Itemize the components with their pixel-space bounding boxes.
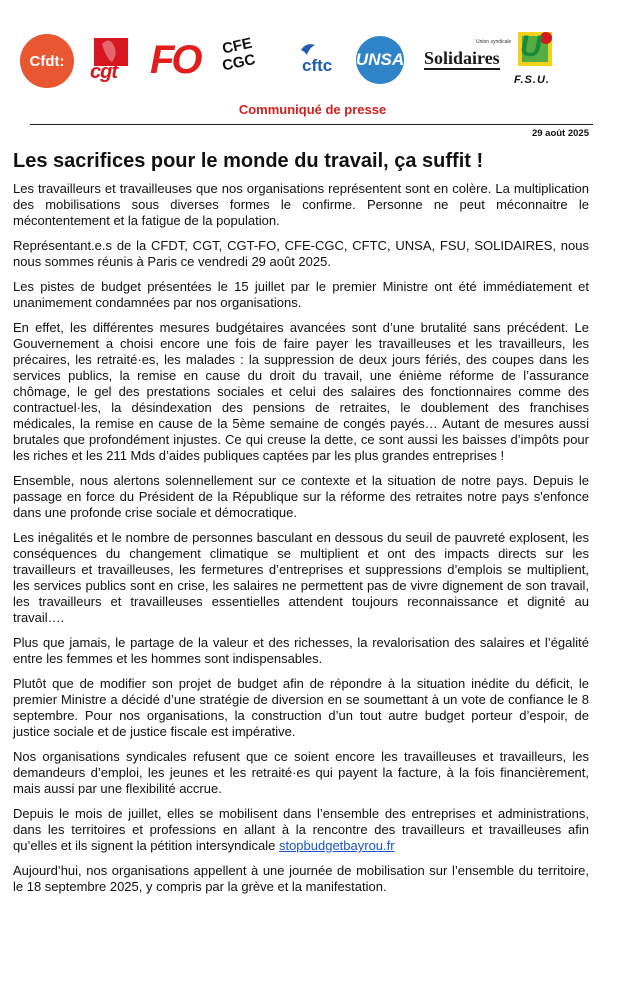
cfdt-logo: Cfdt: (20, 34, 74, 88)
cgt-logo: cgt (88, 36, 132, 86)
paragraph: Nos organisations syndicales refusent que ce soient encore les travailleuses et travailleurs, les demandeurs d’emploi, les jeunes et les retraité·es qui payent la facture, à la fois financièrement, mais aussi par une flexibilité accrue. (13, 749, 589, 796)
cfe-cgc-logo: CFE CGC (220, 34, 257, 75)
paragraph-with-link (13, 806, 589, 854)
paragraph: Les pistes de budget présentées le 15 juillet par le premier Ministre ont été immédiatement et unanimement condamnées par nos organisations. (13, 279, 589, 310)
petition-link[interactable]: stopbudgetbayrou.fr (278, 838, 395, 853)
press-release-body (13, 181, 589, 895)
paragraph: Plutôt que de modifier son projet de budget afin de répondre à la situation inédite du déficit, le premier Ministre a décidé d’une stratégie de diversion en se soumettant à un vote de confiance le 8 septembre. Pour nos organisations, la construction d’un tout autre budget porteur d’espoir, de justice sociale et de justice fiscale est impérative. (13, 676, 589, 739)
cftc-logo: cftc (300, 42, 344, 78)
press-release-label: Communiqué de presse (238, 102, 387, 117)
solidaires-logo: Solidaires (424, 48, 500, 68)
paragraph: Aujourd’hui, nos organisations appellent à une journée de mobilisation sur l’ensemble du territoire, le 18 septembre 2025, y compris par la grève et la manifestation. (13, 863, 589, 894)
fsu-logo: U F.S.U. (512, 30, 560, 86)
page-title: Les sacrifices pour le monde du travail, ça suffit ! (13, 150, 484, 172)
release-date: 29 août 2025 (531, 128, 589, 139)
paragraph-text: Depuis le mois de juillet, elles se mobilisent dans l’ensemble des entreprises et administrations, dans les territoires et professions en allant à la rencontre des travailleurs et travailleuses afin qu’elles et ils signent la pétition intersyndicale (13, 806, 589, 853)
paragraph: Plus que jamais, le partage de la valeur et des richesses, la revalorisation des salaires et l’égalité entre les femmes et les hommes sont indispensables. (13, 635, 589, 666)
paragraph: Les travailleurs et travailleuses que nos organisations représentent sont en colère. La multiplication des mobilisations sous diverses formes le confirme. Personne ne peut méconnaitre le mécontentement et la fatigue de la population. (13, 181, 589, 228)
fo-logo: FO (150, 38, 200, 82)
paragraph: Ensemble, nous alertons solennellement sur ce contexte et la situation de notre pays. Depuis le passage en force du Président de la République sur la réforme des retraites notre pays s'enfonce dans une profonde crise sociale et démocratique. (13, 473, 589, 520)
header-divider (30, 124, 593, 125)
paragraph: En effet, les différentes mesures budgétaires avancées sont d’une brutalité sans précédent. Le Gouvernement a choisi encore une fois de faire payer les travailleuses et les travailleurs, les précaires, les retraité·es, les malades : la suppression de deux jours fériés, des coupes dans les services publics, la remise en cause du droit du travail, une énième réforme de l’assurance chômage, le gel des prestations sociales et celui des salaires des fonctionnaires comme des contractuel·les, la désindexation des pensions de retraites, le doublement des franchises médicales, la remise en cause de la 5ème semaine de congés payés… Autant de mesures aussi brutales que profondément injustes. Ce qui creuse la dette, ce sont aussi les baisses d’impôts pour les riches et les 211 Mds d’aides publiques captées par les plus grandes entreprises ! (13, 320, 589, 463)
unsa-logo: UNSA (356, 36, 404, 84)
solidaires-tagline: Union syndicale (476, 39, 512, 45)
union-logos-bar (0, 0, 625, 92)
paragraph: Les inégalités et le nombre de personnes basculant en dessous du seuil de pauvreté explosent, les conséquences du changement climatique se multiplient et ont des impacts directs sur les travailleurs et travailleuses, les fermetures d’entreprises et suppressions d’emplois se multiplient, les services publics sont en crise, les salaires ne permettent pas de vivre dignement de son travail, les travailleurs et travailleuses essentielles attendent toujours reconnaissance et dignité au travail…. (13, 530, 589, 625)
cftc-bird-icon (300, 42, 316, 56)
paragraph: Représentant.e.s de la CFDT, CGT, CGT-FO, CFE-CGC, CFTC, UNSA, FSU, SOLIDAIRES, nous nous sommes réunis à Paris ce vendredi 29 août 2025. (13, 238, 589, 269)
